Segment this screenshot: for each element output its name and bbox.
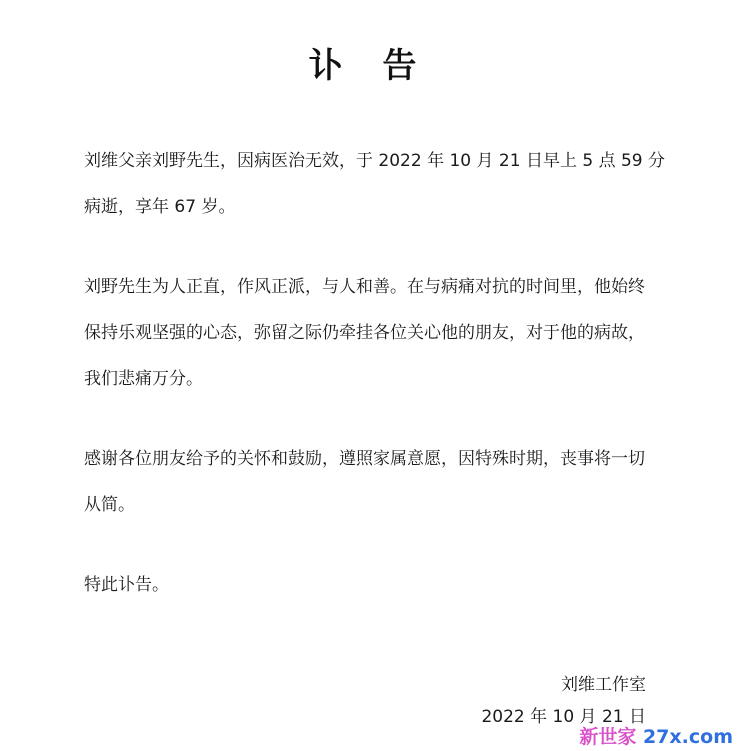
paragraph-announcement	[84, 138, 664, 230]
site-watermark	[579, 723, 733, 751]
watermark-brand: 新世家	[579, 726, 637, 748]
paragraph-line: 从简。	[84, 495, 135, 515]
paragraph-line: 刘野先生为人正直，作风正派，与人和善。在与病痛对抗的时间里，他始终	[84, 277, 645, 297]
paragraph-tribute	[84, 264, 664, 402]
paragraph-line: 感谢各位朋友给予的关怀和鼓励，遵照家属意愿，因特殊时期，丧事将一切	[84, 449, 645, 469]
paragraph-line: 保持乐观坚强的心态，弥留之际仍牵挂各位关心他的朋友，对于他的病故，	[84, 323, 645, 343]
signature-date: 2022 年 10 月 21 日	[481, 707, 646, 727]
paragraph-line: 特此讣告。	[84, 575, 169, 595]
watermark-domain: 27x.com	[636, 726, 733, 748]
paragraph-closing	[84, 562, 664, 608]
signer-name: 刘维工作室	[561, 675, 646, 695]
paragraph-thanks	[84, 436, 664, 528]
paragraph-line: 刘维父亲刘野先生，因病医治无效，于 2022 年 10 月 21 日早上 5 点 59 分	[84, 151, 666, 171]
paragraph-line: 我们悲痛万分。	[84, 369, 203, 389]
document-title: 讣 告	[308, 46, 431, 86]
paragraph-line: 病逝，享年 67 岁。	[84, 197, 236, 217]
